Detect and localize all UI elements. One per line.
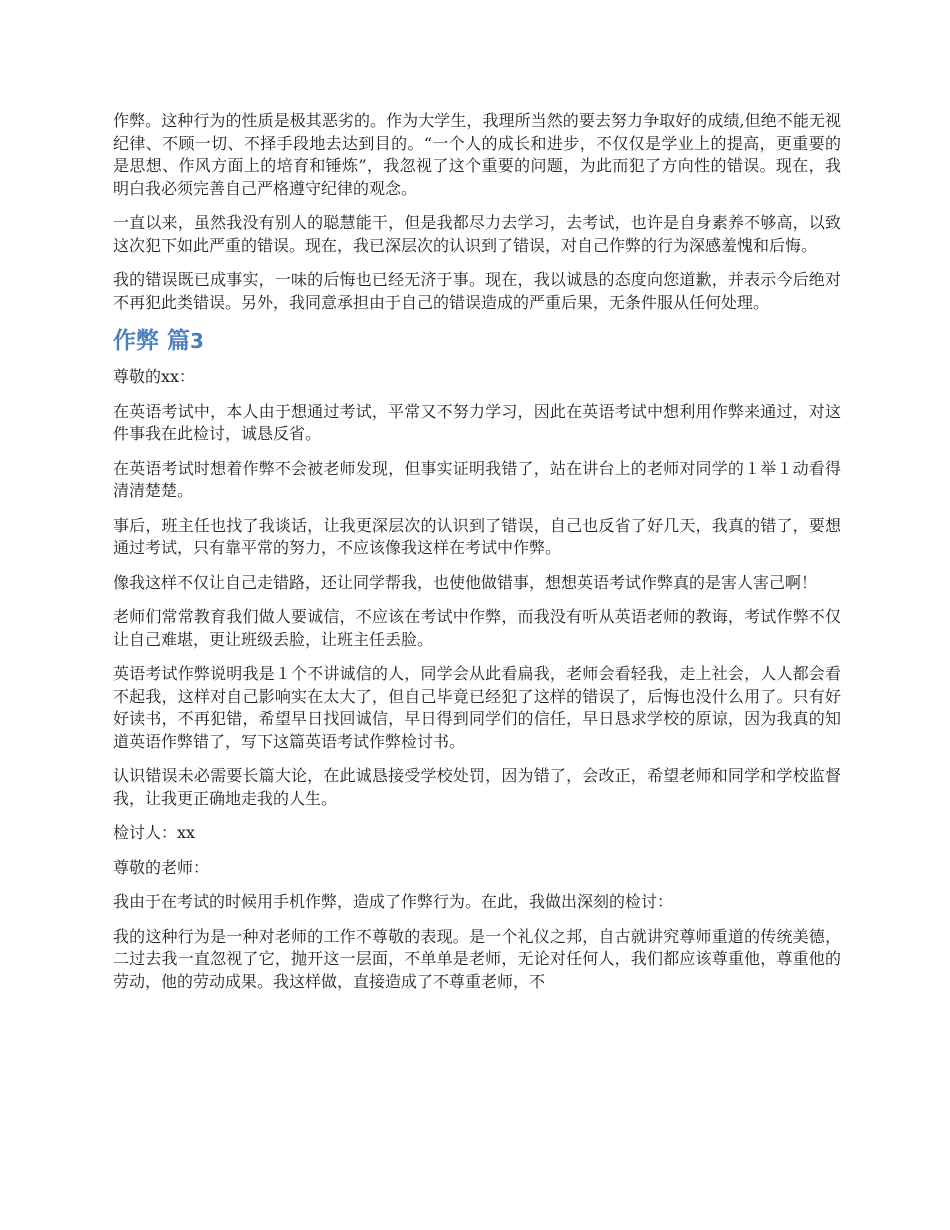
section-heading-title: 作弊 篇 bbox=[113, 328, 191, 354]
body-paragraph: 在英语考试时想着作弊不会被老师发现，但事实证明我错了，站在讲台上的老师对同学的１举１动看得清清楚楚。 bbox=[113, 458, 841, 500]
body-paragraph: 英语考试作弊说明我是１个不讲诚信的人，同学会从此看扁我，老师会看轻我，走上社会，人人都会看不起我，这样对自己影响实在太大了，但自己毕竟已经犯了这样的错误了，后悔也没什么用了。只有好好读书，不再犯错，希望早日找回诚信，早日得到同学们的信任，早日恳求学校的原谅，因为我真的知道英语作弊错了，写下这篇英语考试作弊检讨书。 bbox=[113, 664, 841, 751]
salutation: 尊敬的老师： bbox=[113, 857, 210, 877]
body-paragraph: 我的错误既已成事实，一味的后悔也已经无济于事。现在，我以诚恳的态度向您道歉，并表示今后绝对不再犯此类错误。另外，我同意承担由于自己的错误造成的严重后果，无条件服从任何处理。 bbox=[113, 270, 841, 312]
body-paragraph: 像我这样不仅让自己走错路，还让同学帮我，也使他做错事，想想英语考试作弊真的是害人害己啊！ bbox=[113, 572, 818, 592]
section-heading-number: 3 bbox=[190, 329, 204, 353]
body-paragraph: 在英语考试中，本人由于想通过考试，平常又不努力学习，因此在英语考试中想利用作弊来通过，对这件事我在此检讨，诚恳反省。 bbox=[113, 401, 841, 443]
body-paragraph: 我的这种行为是一种对老师的工作不尊敬的表现。是一个礼仪之邦，自古就讲究尊师重道的传统美德，二过去我一直忽视了它，抛开这一层面，不单单是老师，无论对任何人，我们都应该尊重他，尊重他的劳动，他的劳动成果。我这样做，直接造成了不尊重老师，不 bbox=[113, 926, 841, 991]
body-paragraph: 一直以来，虽然我没有别人的聪慧能干，但是我都尽力去学习，去考试，也许是自身素养不够高，以致这次犯下如此严重的错误。现在，我已深层次的认识到了错误，对自己作弊的行为深感羞愧和后悔。 bbox=[113, 213, 841, 255]
body-paragraph: 事后，班主任也找了我谈话，让我更深层次的认识到了错误，自己也反省了好几天，我真的错了，要想通过考试，只有靠平常的努力，不应该像我这样在考试中作弊。 bbox=[113, 515, 841, 557]
body-paragraph: 我由于在考试的时候用手机作弊，造成了作弊行为。在此，我做出深刻的检讨： bbox=[113, 892, 674, 911]
document-page bbox=[113, 110, 841, 1005]
body-paragraph: 认识错误未必需要长篇大论，在此诚恳接受学校处罚，因为错了，会改正，希望老师和同学和学校监督我，让我更正确地走我的人生。 bbox=[113, 766, 841, 808]
signature-line: 检讨人：xx bbox=[113, 823, 196, 842]
body-paragraph: 老师们常常教育我们做人要诚信，不应该在考试中作弊，而我没有听从英语老师的教诲，考试作弊不仅让自己难堪，更让班级丢脸，让班主任丢脸。 bbox=[113, 607, 841, 649]
salutation: 尊敬的xx： bbox=[113, 367, 196, 386]
body-paragraph: 作弊。这种行为的性质是极其恶劣的。作为大学生，我理所当然的要去努力争取好的成绩,但绝不能无视纪律、不顾一切、不择手段地去达到目的。“一个人的成长和进步，不仅仅是学业上的提高，更重要的是思想、作风方面上的培育和锤炼”，我忽视了这个重要的问题，为此而犯了方向性的错误。现在，我明白我必须完善自己严格遵守纪律的观念。 bbox=[113, 111, 841, 198]
section-heading bbox=[113, 326, 841, 356]
